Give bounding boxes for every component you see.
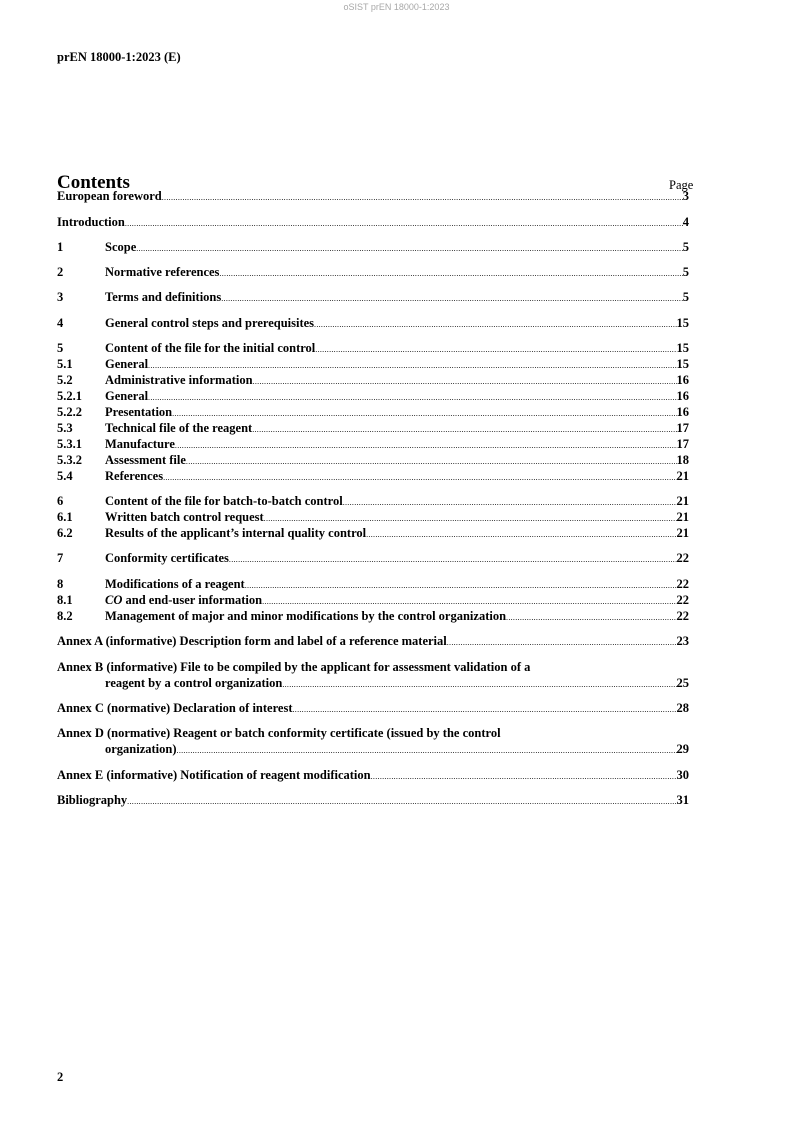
toc-entry[interactable] <box>57 633 689 651</box>
toc-entry-page: 5 <box>682 265 689 279</box>
toc-entry-number: 6.1 <box>57 510 73 524</box>
toc-entry-page: 22 <box>676 577 689 591</box>
toc-entry-number: 5.2 <box>57 373 73 387</box>
toc-entry-title: European foreword <box>57 189 162 203</box>
toc-entry-page: 21 <box>676 510 689 524</box>
dot-leader <box>163 470 676 486</box>
toc-entry-page: 25 <box>676 676 689 690</box>
dot-leader <box>162 190 683 206</box>
toc-entry-page: 22 <box>676 609 689 623</box>
toc-entry-page: 5 <box>682 240 689 254</box>
toc-entry-page: 16 <box>676 389 689 403</box>
toc-entry-title: Results of the applicant’s internal quality control <box>105 526 367 540</box>
toc-entry-title-cont: reagent by a control organization <box>105 676 283 690</box>
toc-entry-title: Manufacture <box>105 437 175 451</box>
toc-entry-title: General <box>105 389 149 403</box>
toc-entry-title: Bibliography <box>57 793 128 807</box>
toc-entry-title: Normative references <box>105 265 220 279</box>
toc-entry-title-cont: organization) <box>105 742 177 756</box>
toc-entry-page: 29 <box>676 742 689 756</box>
dot-leader <box>221 291 683 307</box>
toc-entry-page: 30 <box>676 768 689 782</box>
toc-entry-page: 17 <box>676 421 689 435</box>
dot-leader <box>366 527 676 543</box>
toc-entry-number: 5 <box>57 341 64 355</box>
toc-entry[interactable] <box>57 767 689 785</box>
toc-entry[interactable] <box>57 214 689 232</box>
toc-entry-title: Annex E (informative) Notification of reagent modification <box>57 768 371 782</box>
toc-entry-page: 5 <box>682 290 689 304</box>
toc-entry-page: 15 <box>676 341 689 355</box>
toc-entry-title: General <box>105 357 149 371</box>
toc-entry-page: 21 <box>676 469 689 483</box>
toc-entry[interactable] <box>57 468 689 486</box>
dot-leader <box>447 635 677 651</box>
toc-entry[interactable] <box>57 700 689 718</box>
toc-entry-title: Content of the file for batch-to-batch control <box>105 494 343 508</box>
toc-entry-number: 5.3.2 <box>57 453 82 467</box>
toc-entry-number: 6 <box>57 494 64 508</box>
toc-entry-number: 5.2.1 <box>57 389 82 403</box>
toc-entry-page: 4 <box>682 215 689 229</box>
toc-entry-number: 5.4 <box>57 469 73 483</box>
toc-entry[interactable] <box>57 239 689 257</box>
toc-entry-title: Introduction <box>57 215 125 229</box>
toc-entry-number: 8 <box>57 577 64 591</box>
dot-leader <box>371 769 677 785</box>
toc-entry-title: Annex C (normative) Declaration of interest <box>57 701 293 715</box>
toc-entry-number: 5.3 <box>57 421 73 435</box>
toc-entry-number: 8.1 <box>57 593 73 607</box>
toc-entry-page: 21 <box>676 526 689 540</box>
toc-entry-number: 4 <box>57 316 64 330</box>
toc-entry-number: 5.2.2 <box>57 405 82 419</box>
toc-entry-page: 15 <box>676 316 689 330</box>
toc-entry-title: Annex D (normative) Reagent or batch conformity certificate (issued by the control <box>57 726 501 740</box>
toc-entry-page: 16 <box>676 405 689 419</box>
toc-entry[interactable] <box>57 725 689 759</box>
dot-leader <box>314 317 676 333</box>
toc-entry-title: Scope <box>105 240 137 254</box>
toc-entry-title: and end-user information <box>122 593 263 607</box>
toc-entry-page: 23 <box>676 634 689 648</box>
toc-entry-title: Administrative information <box>105 373 253 387</box>
toc-entry[interactable] <box>57 315 689 333</box>
toc-entry[interactable] <box>57 188 689 206</box>
toc-entry-title: Terms and definitions <box>105 290 222 304</box>
toc-entry-title: Modifications of a reagent <box>105 577 245 591</box>
toc-entry-page: 22 <box>676 593 689 607</box>
toc-entry-title: References <box>105 469 164 483</box>
toc-entry[interactable] <box>57 264 689 282</box>
watermark: oSIST prEN 18000-1:2023 <box>343 2 450 12</box>
toc-entry-title: Written batch control request <box>105 510 264 524</box>
toc-entry-number: 5.1 <box>57 357 73 371</box>
toc-entry-title: Assessment file <box>105 453 186 467</box>
toc-entry-title: Annex B (informative) File to be compiled by the applicant for assessment validation of a <box>57 660 531 674</box>
dot-leader <box>125 216 683 232</box>
dot-leader <box>282 677 676 693</box>
dot-leader <box>219 266 682 282</box>
toc-entry-page: 18 <box>676 453 689 467</box>
dot-leader <box>292 702 676 718</box>
toc-entry-title: Annex A (informative) Description form and label of a reference material <box>57 634 447 648</box>
dot-leader <box>506 610 676 626</box>
toc-entry[interactable] <box>57 608 689 626</box>
toc-entry[interactable] <box>57 289 689 307</box>
page-column-label: Page <box>669 178 694 192</box>
toc-entry[interactable] <box>57 525 689 543</box>
toc-entry-title: Conformity certificates <box>105 551 229 565</box>
page-title: Contents <box>57 172 130 193</box>
toc-entry-page: 15 <box>676 357 689 371</box>
toc-entry-page: 17 <box>676 437 689 451</box>
toc-entry-page: 22 <box>676 551 689 565</box>
toc-entry[interactable] <box>57 792 689 810</box>
toc-entry-title: Technical file of the reagent <box>105 421 253 435</box>
toc-entry-number: 7 <box>57 551 64 565</box>
toc-entry-number: 2 <box>57 265 64 279</box>
dot-leader <box>229 552 677 568</box>
page-number: 2 <box>57 1070 64 1084</box>
toc-entry-number: 5.3.1 <box>57 437 82 451</box>
toc-entry[interactable] <box>57 550 689 568</box>
toc-entry-title: General control steps and prerequisites <box>105 316 315 330</box>
toc-entry-number: 8.2 <box>57 609 73 623</box>
toc-entry-title: Content of the file for the initial control <box>105 341 316 355</box>
document-header: prEN 18000-1:2023 (E) <box>57 50 181 64</box>
toc-entry-page: 3 <box>682 189 689 203</box>
toc-entry-title: Presentation <box>105 405 173 419</box>
dot-leader <box>136 241 683 257</box>
dot-leader <box>127 794 676 810</box>
toc-entry-page: 21 <box>676 494 689 508</box>
toc-entry-page: 16 <box>676 373 689 387</box>
toc-entry-number: 3 <box>57 290 64 304</box>
toc-entry-number: 1 <box>57 240 64 254</box>
toc-entry-title: Management of major and minor modifications by the control organization <box>105 609 507 623</box>
toc-entry-number: 6.2 <box>57 526 73 540</box>
toc-entry-page: 31 <box>676 793 689 807</box>
dot-leader <box>177 743 677 759</box>
toc-entry-page: 28 <box>676 701 689 715</box>
toc-entry[interactable] <box>57 659 689 693</box>
toc-entry-title-italic: CO <box>105 593 123 607</box>
